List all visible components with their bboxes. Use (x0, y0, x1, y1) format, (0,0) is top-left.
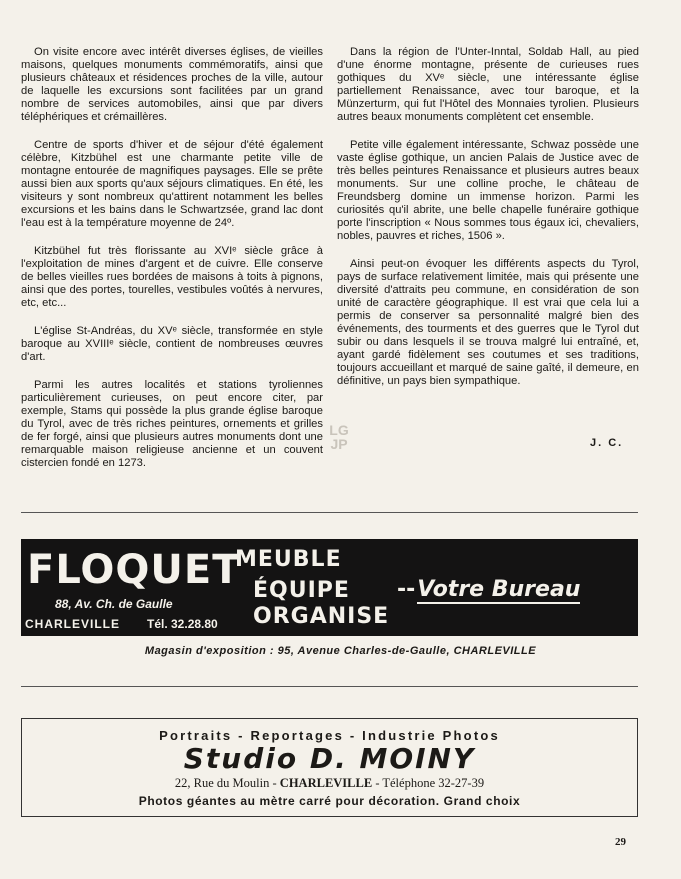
article-paragraph: Ainsi peut-on évoquer les différents aspects du Tyrol, pays de surface relativement limitée, mais qui présente une diversité d'attraits peu commune, en considération de son unité de caractère géographique. Il est vrai que cela lui a permis de conserver sa personnalité malgré bien des événements, des tourments et des guerres que le Tyrol dut subir ou dans lesquels il se trouva malgré lui entraîné, et, ayant gardé fidèlement ses coutumes et ses traditions, toujours accueillant et marqué de saine gaîté, il demeure, en définitive, un pays bien sympathique. (337, 258, 639, 387)
article-paragraph: Kitzbühel fut très florissante au XVIᵉ siècle grâce à l'exploitation de mines d'argent et de cuivre. Elle conserve de belles vieilles rues bordées de maisons à toits à pignons, ainsi que des portes, tourelles, vestibules voûtés à nervures, etc, etc... (21, 245, 323, 309)
article-paragraph: L'église St-Andréas, du XVᵉ siècle, transformée en style baroque au XVIIIᵉ siècle, contient de nombreuses œuvres d'art. (21, 325, 323, 363)
watermark-line: LG (329, 422, 349, 438)
tagline-text: Votre Bureau (417, 577, 581, 602)
moiny-advertisement (21, 718, 638, 817)
moiny-address: 22, Rue du Moulin (174, 776, 270, 790)
floquet-advertisement (21, 539, 638, 636)
floquet-address: 88, Av. Ch. de Gaulle (55, 597, 173, 611)
moiny-promo: Photos géantes au mètre carré pour décoration. Grand choix (138, 794, 521, 808)
floquet-tagline (397, 577, 580, 602)
divider-line (21, 512, 638, 513)
article-paragraph: Dans la région de l'Unter-Inntal, Soldab Hall, au pied d'une énorme montagne, présente de curieuses rues gothiques du XVᵉ siècle, une intéressante église partiellement Renaissance, avec tour baroque, et la Münzerturm, qui fut l'Hôtel des Monnaies tyrolien. Plusieurs autres beaux monuments complètent cet ensemble. (337, 46, 639, 123)
floquet-city: CHARLEVILLE (25, 617, 120, 631)
article-paragraph: On visite encore avec intérêt diverses églises, de vieilles maisons, quelques monuments commémoratifs, ainsi que plusieurs châteaux et résidences proches de la ville, autour de laquelle les excursions sont facilitées par un grand nombre de services automobiles, ainsi que par divers téléphériques et crémaillères. (21, 46, 323, 123)
article-left-column (21, 46, 323, 485)
showroom-address: Magasin d'exposition : 95, Avenue Charles-de-Gaulle, CHARLEVILLE (144, 645, 537, 657)
divider-line (21, 686, 638, 687)
floquet-brand: FLOQUET (27, 547, 241, 593)
author-signature: J. C. (590, 437, 624, 449)
floquet-word-organise: ORGANISE (253, 604, 390, 629)
library-watermark (316, 423, 362, 457)
article-paragraph: Centre de sports d'hiver et de séjour d'été également célèbre, Kitzbühel est une charmante petite ville de montagne entourée de magnifiques paysages. Elle se prête aussi bien aux sports qu'aux séjours climatiques. En été, les visiteurs y sont nombreux qu'attirent notamment les belles excursions et les bains dans le Schwartzsée, grand lac dont l'eau est à la température moyenne de 24º. (21, 139, 323, 229)
floquet-word-equipe: ÉQUIPE (253, 578, 350, 603)
separator: - (269, 776, 280, 790)
moiny-studio-name: Studio D. MOINY (183, 742, 476, 775)
article-right-column (337, 46, 639, 403)
article-paragraph: Petite ville également intéressante, Schwaz possède une vaste église gothique, un ancien Palais de Justice avec de très belles peintures Renaissance et plusieurs autres beaux monuments. Sur une colline proche, le château de Freundsberg domine un immense horizon. Parmi les curiosités qu'il abrite, une belle chapelle funéraire gothique porte l'inscription « Nous sommes tous égaux ici, chevaliers, nobles, pauvres et riches, 1506 ». (337, 139, 639, 242)
separator: - (372, 776, 383, 790)
moiny-services: Portraits - Reportages - Industrie Photos (159, 728, 500, 743)
moiny-contact (22, 776, 637, 791)
moiny-city: CHARLEVILLE (279, 776, 373, 790)
article-paragraph: Parmi les autres localités et stations tyroliennes particulièrement curieuses, on peut encore citer, par exemple, Stams qui possède la plus grande église baroque du Tyrol, avec de très riches peintures, ornements et grilles de fer forgé, ainsi que plusieurs autres monuments dont une remarquable maison religieuse ancienne et un couvent cistercien fondé en 1273. (21, 379, 323, 469)
page-number: 29 (615, 836, 626, 848)
watermark-line: JP (330, 436, 348, 452)
tagline-dash: -- (397, 577, 416, 602)
floquet-phone: Tél. 32.28.80 (147, 617, 218, 631)
moiny-phone: Téléphone 32-27-39 (382, 776, 485, 790)
floquet-word-meuble: MEUBLE (235, 547, 342, 572)
